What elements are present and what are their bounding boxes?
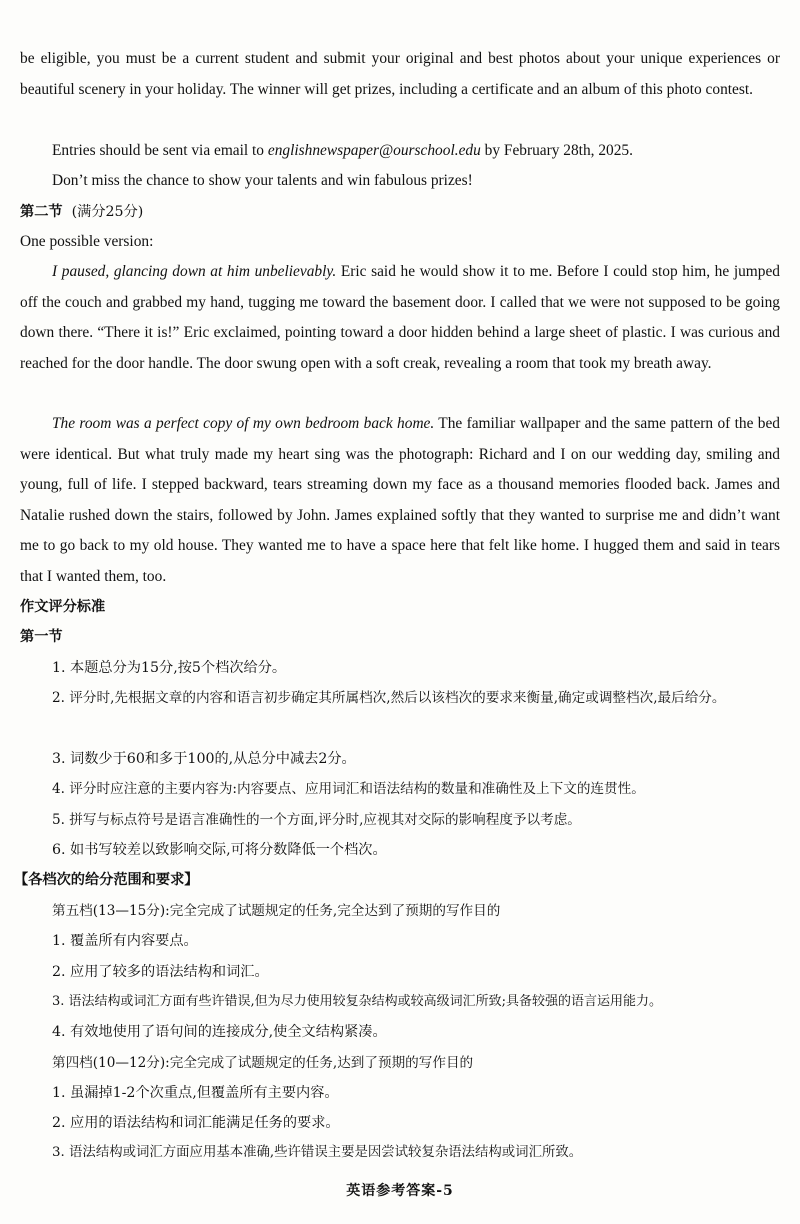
tier4-item-3: 3. 语法结构或词汇方面应用基本准确,些许错误主要是因尝试较复杂语法结构或词汇所致。: [52, 1145, 583, 1160]
section2-heading: 第二节: [20, 204, 63, 220]
rule-1: 1. 本题总分为15分,按5个档次给分。: [52, 660, 287, 676]
dont-miss-line: Don’t miss the chance to show your talents and win fabulous prizes!: [52, 172, 473, 189]
entries-line: [20, 136, 780, 167]
section2-score: (满分25分): [71, 204, 144, 220]
paragraph1-opening: I paused, glancing down at him unbelievably.: [52, 263, 337, 280]
tier5-title: 第五档(13—15分):完全完成了试题规定的任务,完全达到了预期的写作目的: [52, 903, 501, 919]
criteria-section1: 第一节: [20, 629, 63, 645]
rule-2: 2. 评分时,先根据文章的内容和语言初步确定其所属档次,然后以该档次的要求来衡量,确定或调整档次,最后给分。: [52, 690, 726, 706]
rule-4: 4. 评分时应注意的主要内容为:内容要点、应用词汇和语法结构的数量和准确性及上下文的连贯性。: [52, 781, 645, 797]
version-label: One possible version:: [20, 233, 154, 250]
paragraph1-body: Eric said he would show it to me. Before I could stop him, he jumped off the couch and grabbed my hand, tugging me toward the basement door. I called that we were not supposed to be going down there. “There it is!” Eric exclaimed, pointing toward a door hidden behind a large sheet of plastic. I was curious and reached for the door handle. The door swung open with a soft creak, revealing a room that took my breath away.: [20, 263, 780, 372]
entries-prefix: Entries should be sent via email to: [52, 142, 268, 159]
criteria-title: 作文评分标准: [20, 599, 106, 615]
essay-paragraph-1: [20, 257, 780, 379]
rule-3: 3. 词数少于60和多于100的,从总分中减去2分。: [52, 751, 356, 767]
tier4-item-1: 1. 虽漏掉1-2个次重点,但覆盖所有主要内容。: [52, 1085, 339, 1101]
tier5-item-3: 3. 语法结构或词汇方面有些许错误,但为尽力使用较复杂结构或较高级词汇所致;具备较强的语言运用能力。: [52, 994, 663, 1009]
paragraph2-opening: The room was a perfect copy of my own bedroom back home.: [52, 415, 435, 432]
tier4-title: 第四档(10—12分):完全完成了试题规定的任务,达到了预期的写作目的: [52, 1055, 474, 1071]
rule-5: 5. 拼写与标点符号是语言准确性的一个方面,评分时,应视其对交际的影响程度予以考虑。: [52, 812, 581, 828]
ranges-heading: 【各档次的给分范围和要求】: [14, 872, 199, 888]
tier5-item-1: 1. 覆盖所有内容要点。: [52, 933, 198, 949]
tier4-item-2: 2. 应用的语法结构和词汇能满足任务的要求。: [52, 1115, 340, 1131]
tier5-item-2: 2. 应用了较多的语法结构和词汇。: [52, 964, 269, 980]
entries-suffix: by February 28th, 2025.: [480, 142, 633, 159]
page-footer: 英语参考答案-5: [346, 1183, 454, 1199]
rule-6: 6. 如书写较差以致影响交际,可将分数降低一个档次。: [52, 842, 387, 858]
announcement-continuation: be eligible, you must be a current student and submit your original and best photos about your unique experiences or beautiful scenery in your holiday. The winner will get prizes, including a certificate and an album of this photo contest.: [20, 50, 780, 98]
entries-email: englishnewspaper@ourschool.edu: [267, 142, 481, 159]
essay-paragraph-2: [20, 409, 780, 593]
paragraph2-body: The familiar wallpaper and the same pattern of the bed were identical. But what truly made my heart sing was the photograph: Richard and I on our wedding day, smiling and young, full of life. I stepped backward, tears streaming down my face as a thousand memories flooded back. James and Natalie rushed down the stairs, followed by John. James explained softly that they wanted to surprise me and didn’t want me to go back to my old house. They wanted me to have a space here that felt like home. I hugged them and said in tears that I wanted them, too.: [20, 415, 780, 585]
tier5-item-4: 4. 有效地使用了语句间的连接成分,使全文结构紧凑。: [52, 1024, 387, 1040]
section2-heading-line: [20, 197, 780, 228]
